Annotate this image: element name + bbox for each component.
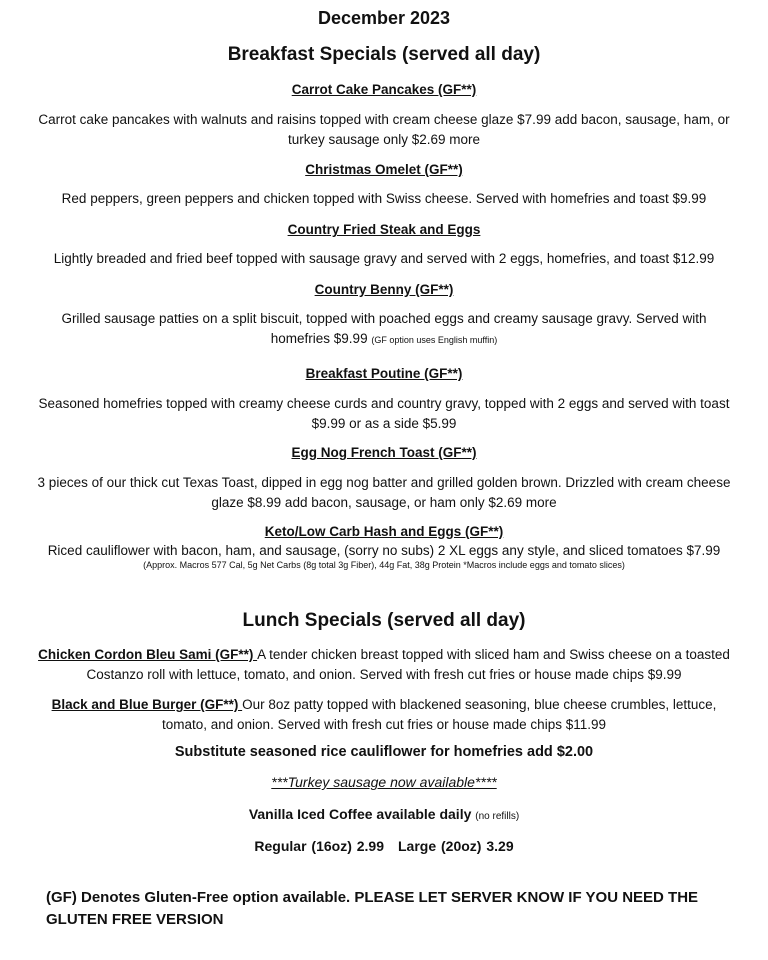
vanilla-iced-coffee xyxy=(0,806,768,822)
lunch-item-black-and-blue-burger xyxy=(36,695,732,735)
no-refills-note: (no refills) xyxy=(475,811,520,822)
lunch-item-chicken-cordon-bleu xyxy=(36,645,732,685)
lunch-desc-black-and-blue-burger: Our 8oz patty topped with blackened seasoning, blue cheese crumbles, lettuce, tomato, and onion. Served with fresh cut fries or house made chips $11.99 xyxy=(161,697,717,732)
item-title-christmas-omelet: Christmas Omelet (GF**) xyxy=(305,162,463,177)
item-desc-keto-hash: Riced cauliflower with bacon, ham, and sausage, (sorry no subs) 2 XL eggs any style, and sliced tomatoes $7.99 xyxy=(47,543,721,558)
coffee-prices xyxy=(0,838,768,854)
item-desc-carrot-cake-pancakes: Carrot cake pancakes with walnuts and raisins topped with cream cheese glaze $7.99 add bacon, sausage, ham, or turkey sausage only $2.69 more xyxy=(38,112,730,147)
coffee-price-regular: Regular (16oz) 2.99 xyxy=(254,838,384,854)
item-desc-country-benny xyxy=(30,309,738,350)
item-title-country-fried-steak: Country Fried Steak and Eggs xyxy=(287,222,481,237)
menu-date: December 2023 xyxy=(317,8,451,28)
item-title-breakfast-poutine: Breakfast Poutine (GF**) xyxy=(305,366,463,381)
lunch-title-black-and-blue-burger: Black and Blue Burger (GF**) xyxy=(51,697,243,712)
item-title-carrot-cake-pancakes: Carrot Cake Pancakes (GF**) xyxy=(291,82,477,97)
country-benny-gf-note: (GF option uses English muffin) xyxy=(371,335,498,345)
lunch-heading: Lunch Specials (served all day) xyxy=(242,610,526,631)
item-desc-country-fried-steak: Lightly breaded and fried beef topped with sausage gravy and served with 2 eggs, homefries, and toast $12.99 xyxy=(53,251,715,266)
gluten-free-footer: (GF) Denotes Gluten-Free option available. PLEASE LET SERVER KNOW IF YOU NEED THE GLUTEN FREE VERSION xyxy=(46,889,699,928)
vanilla-iced-coffee-title: Vanilla Iced Coffee available daily xyxy=(248,806,472,822)
item-title-egg-nog-french-toast: Egg Nog French Toast (GF**) xyxy=(291,445,477,460)
breakfast-heading: Breakfast Specials (served all day) xyxy=(227,44,541,65)
item-desc-breakfast-poutine: Seasoned homefries topped with creamy cheese curds and country gravy, topped with 2 eggs and served with toast $9.99 or as a side $5.99 xyxy=(38,396,730,431)
item-title-country-benny: Country Benny (GF**) xyxy=(314,282,454,297)
lunch-desc-chicken-cordon-bleu: A tender chicken breast topped with sliced ham and Swiss cheese on a toasted Costanzo roll with lettuce, tomato, and onion. Served with fresh cut fries or house made chips $9.99 xyxy=(86,647,730,682)
item-title-keto-hash: Keto/Low Carb Hash and Eggs (GF**) xyxy=(264,524,504,539)
lunch-title-chicken-cordon-bleu: Chicken Cordon Bleu Sami (GF**) xyxy=(38,647,258,662)
keto-macros-note: (Approx. Macros 577 Cal, 5g Net Carbs (8g total 3g Fiber), 44g Fat, 38g Protein *Macros include eggs and tomato slices) xyxy=(143,560,625,570)
item-desc-christmas-omelet: Red peppers, green peppers and chicken topped with Swiss cheese. Served with homefries and toast $9.99 xyxy=(61,191,707,206)
coffee-price-large: Large (20oz) 3.29 xyxy=(398,838,514,854)
turkey-sausage-notice: ***Turkey sausage now available**** xyxy=(271,774,497,790)
country-benny-desc-text: Grilled sausage patties on a split biscuit, topped with poached eggs and creamy sausage gravy. Served with homefries $9.99 xyxy=(61,311,707,346)
substitute-cauliflower-note: Substitute seasoned rice cauliflower for homefries add $2.00 xyxy=(174,744,594,760)
item-desc-egg-nog-french-toast: 3 pieces of our thick cut Texas Toast, dipped in egg nog batter and grilled golden brown. Drizzled with cream cheese glaze $8.99 add bacon, sausage, or ham only $2.69 more xyxy=(37,475,731,510)
